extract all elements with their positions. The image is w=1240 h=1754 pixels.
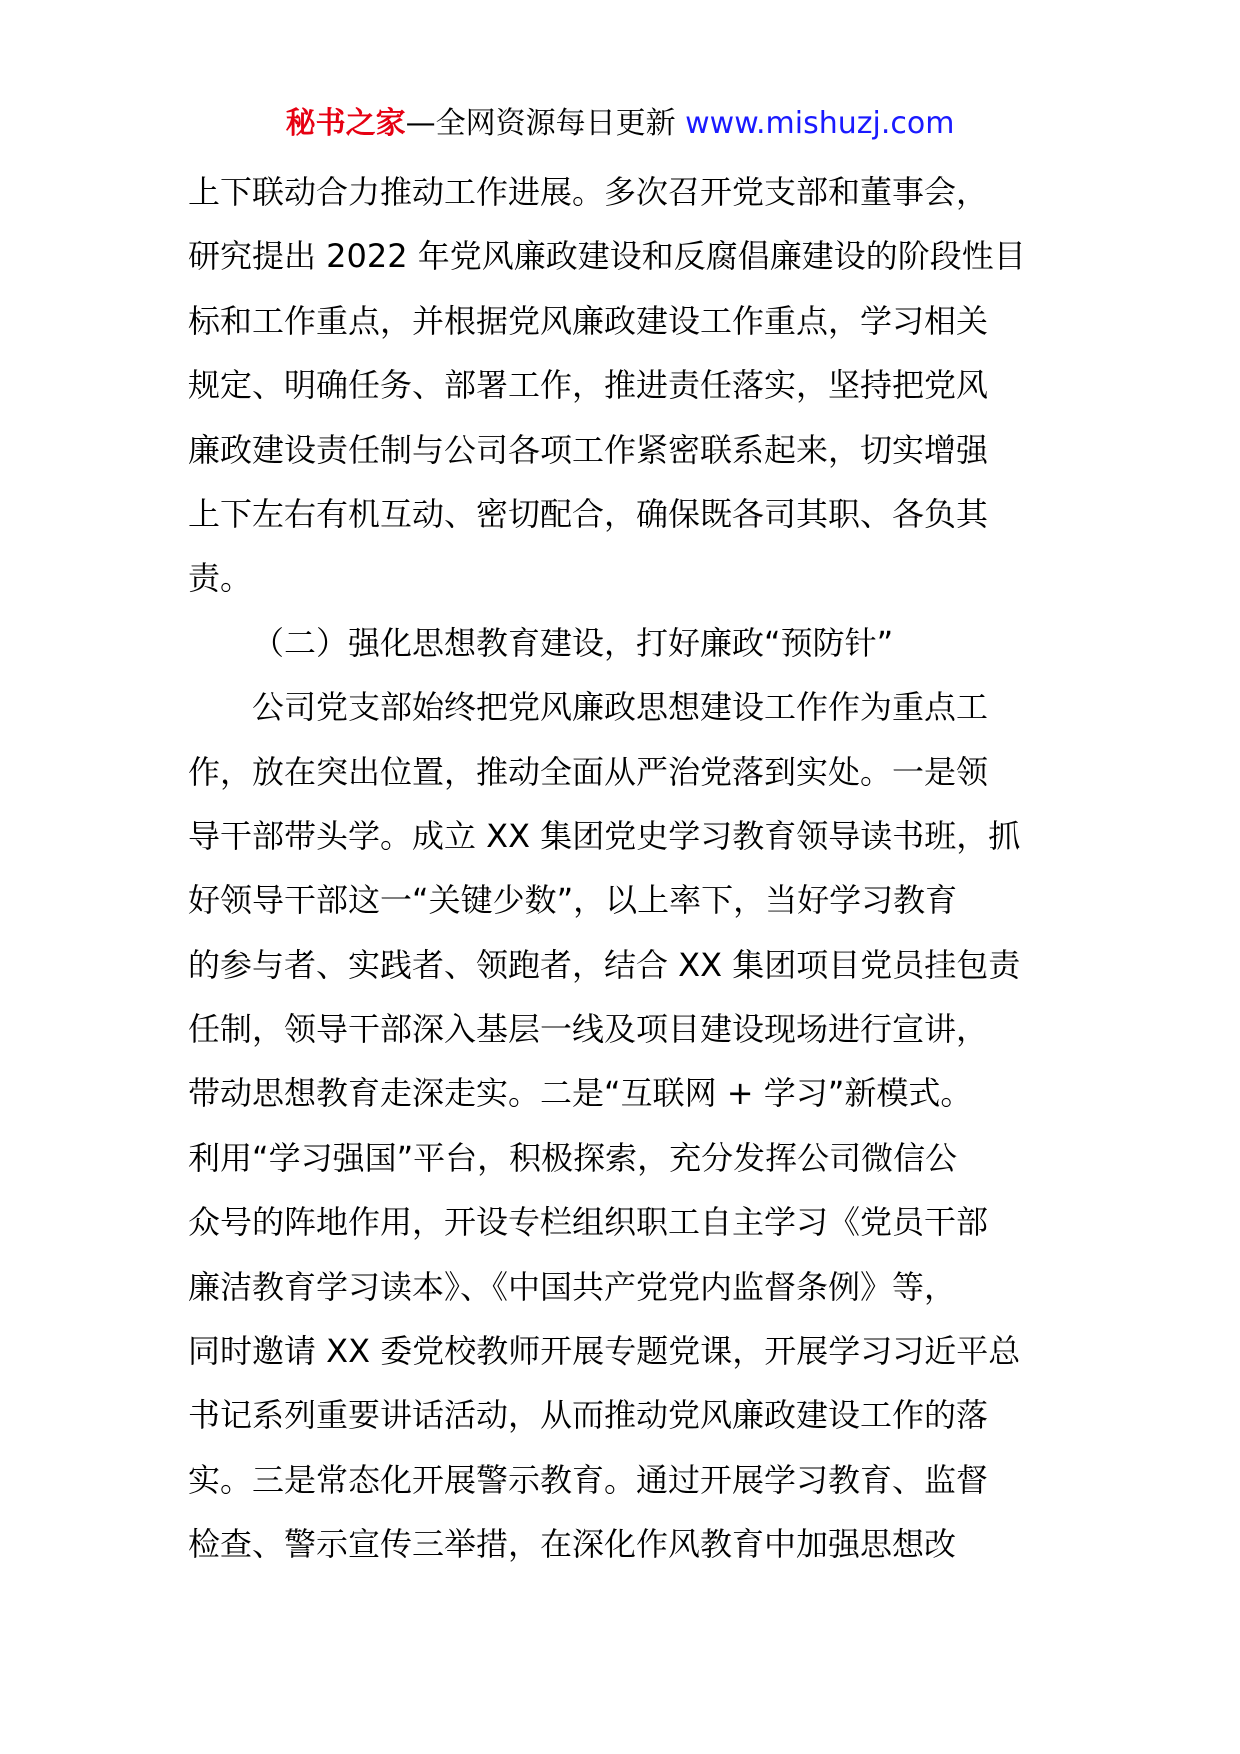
body-line: 廉政建设责任制与公司各项工作紧密联系起来，切实增强 xyxy=(188,430,989,469)
body-line: 实。三是常态化开展警示教育。通过开展学习教育、监督 xyxy=(188,1460,989,1499)
body-line: 导干部带头学。成立 XX 集团党史学习教育领导读书班，抓 xyxy=(188,816,1021,855)
body-line: 同时邀请 XX 委党校教师开展专题党课，开展学习习近平总 xyxy=(188,1332,1021,1371)
body-line: 上下左右有机互动、密切配合，确保既各司其职、各负其 xyxy=(188,494,989,533)
paragraph-first-line: 公司党支部始终把党风廉政思想建设工作作为重点工 xyxy=(252,688,989,727)
body-line: 廉洁教育学习读本》、《中国共产党党内监督条例》等， xyxy=(188,1267,957,1306)
body-line: 标和工作重点，并根据党风廉政建设工作重点，学习相关 xyxy=(188,301,989,340)
body-line: 的参与者、实践者、领跑者，结合 XX 集团项目党员挂包责 xyxy=(188,945,1021,984)
body-line: 研究提出 2022 年党风廉政建设和反腐倡廉建设的阶段性目 xyxy=(188,237,1026,276)
site-slogan: —全网资源每日更新 xyxy=(405,106,676,141)
body-line: 书记系列重要讲话活动，从而推动党风廉政建设工作的落 xyxy=(188,1396,989,1435)
site-brand: 秘书之家 xyxy=(285,106,406,141)
site-header xyxy=(0,104,1240,144)
site-url-link[interactable]: www.mishuzj.com xyxy=(685,106,955,141)
document-body xyxy=(188,160,1058,1577)
body-line: 带动思想教育走深走实。二是“互联网 + 学习”新模式。 xyxy=(188,1074,973,1113)
body-line: 规定、明确任务、部署工作，推进责任落实，坚持把党风 xyxy=(188,366,989,405)
body-line: 利用“学习强国”平台，积极探索，充分发挥公司微信公 xyxy=(188,1138,958,1177)
section-heading: （二）强化思想教育建设，打好廉政“预防针” xyxy=(252,623,894,662)
body-line: 上下联动合力推动工作进展。多次召开党支部和董事会， xyxy=(188,173,989,211)
body-line: 作，放在突出位置，推动全面从严治党落到实处。一是领 xyxy=(188,752,989,791)
body-line: 任制，领导干部深入基层一线及项目建设现场进行宣讲， xyxy=(188,1010,989,1049)
body-line: 检查、警示宣传三举措，在深化作风教育中加强思想改 xyxy=(188,1525,957,1564)
body-line: 责。 xyxy=(188,559,253,598)
body-line: 好领导干部这一“关键少数”，以上率下，当好学习教育 xyxy=(188,881,958,920)
body-line: 众号的阵地作用，开设专栏组织职工自主学习《党员干部 xyxy=(188,1203,989,1242)
